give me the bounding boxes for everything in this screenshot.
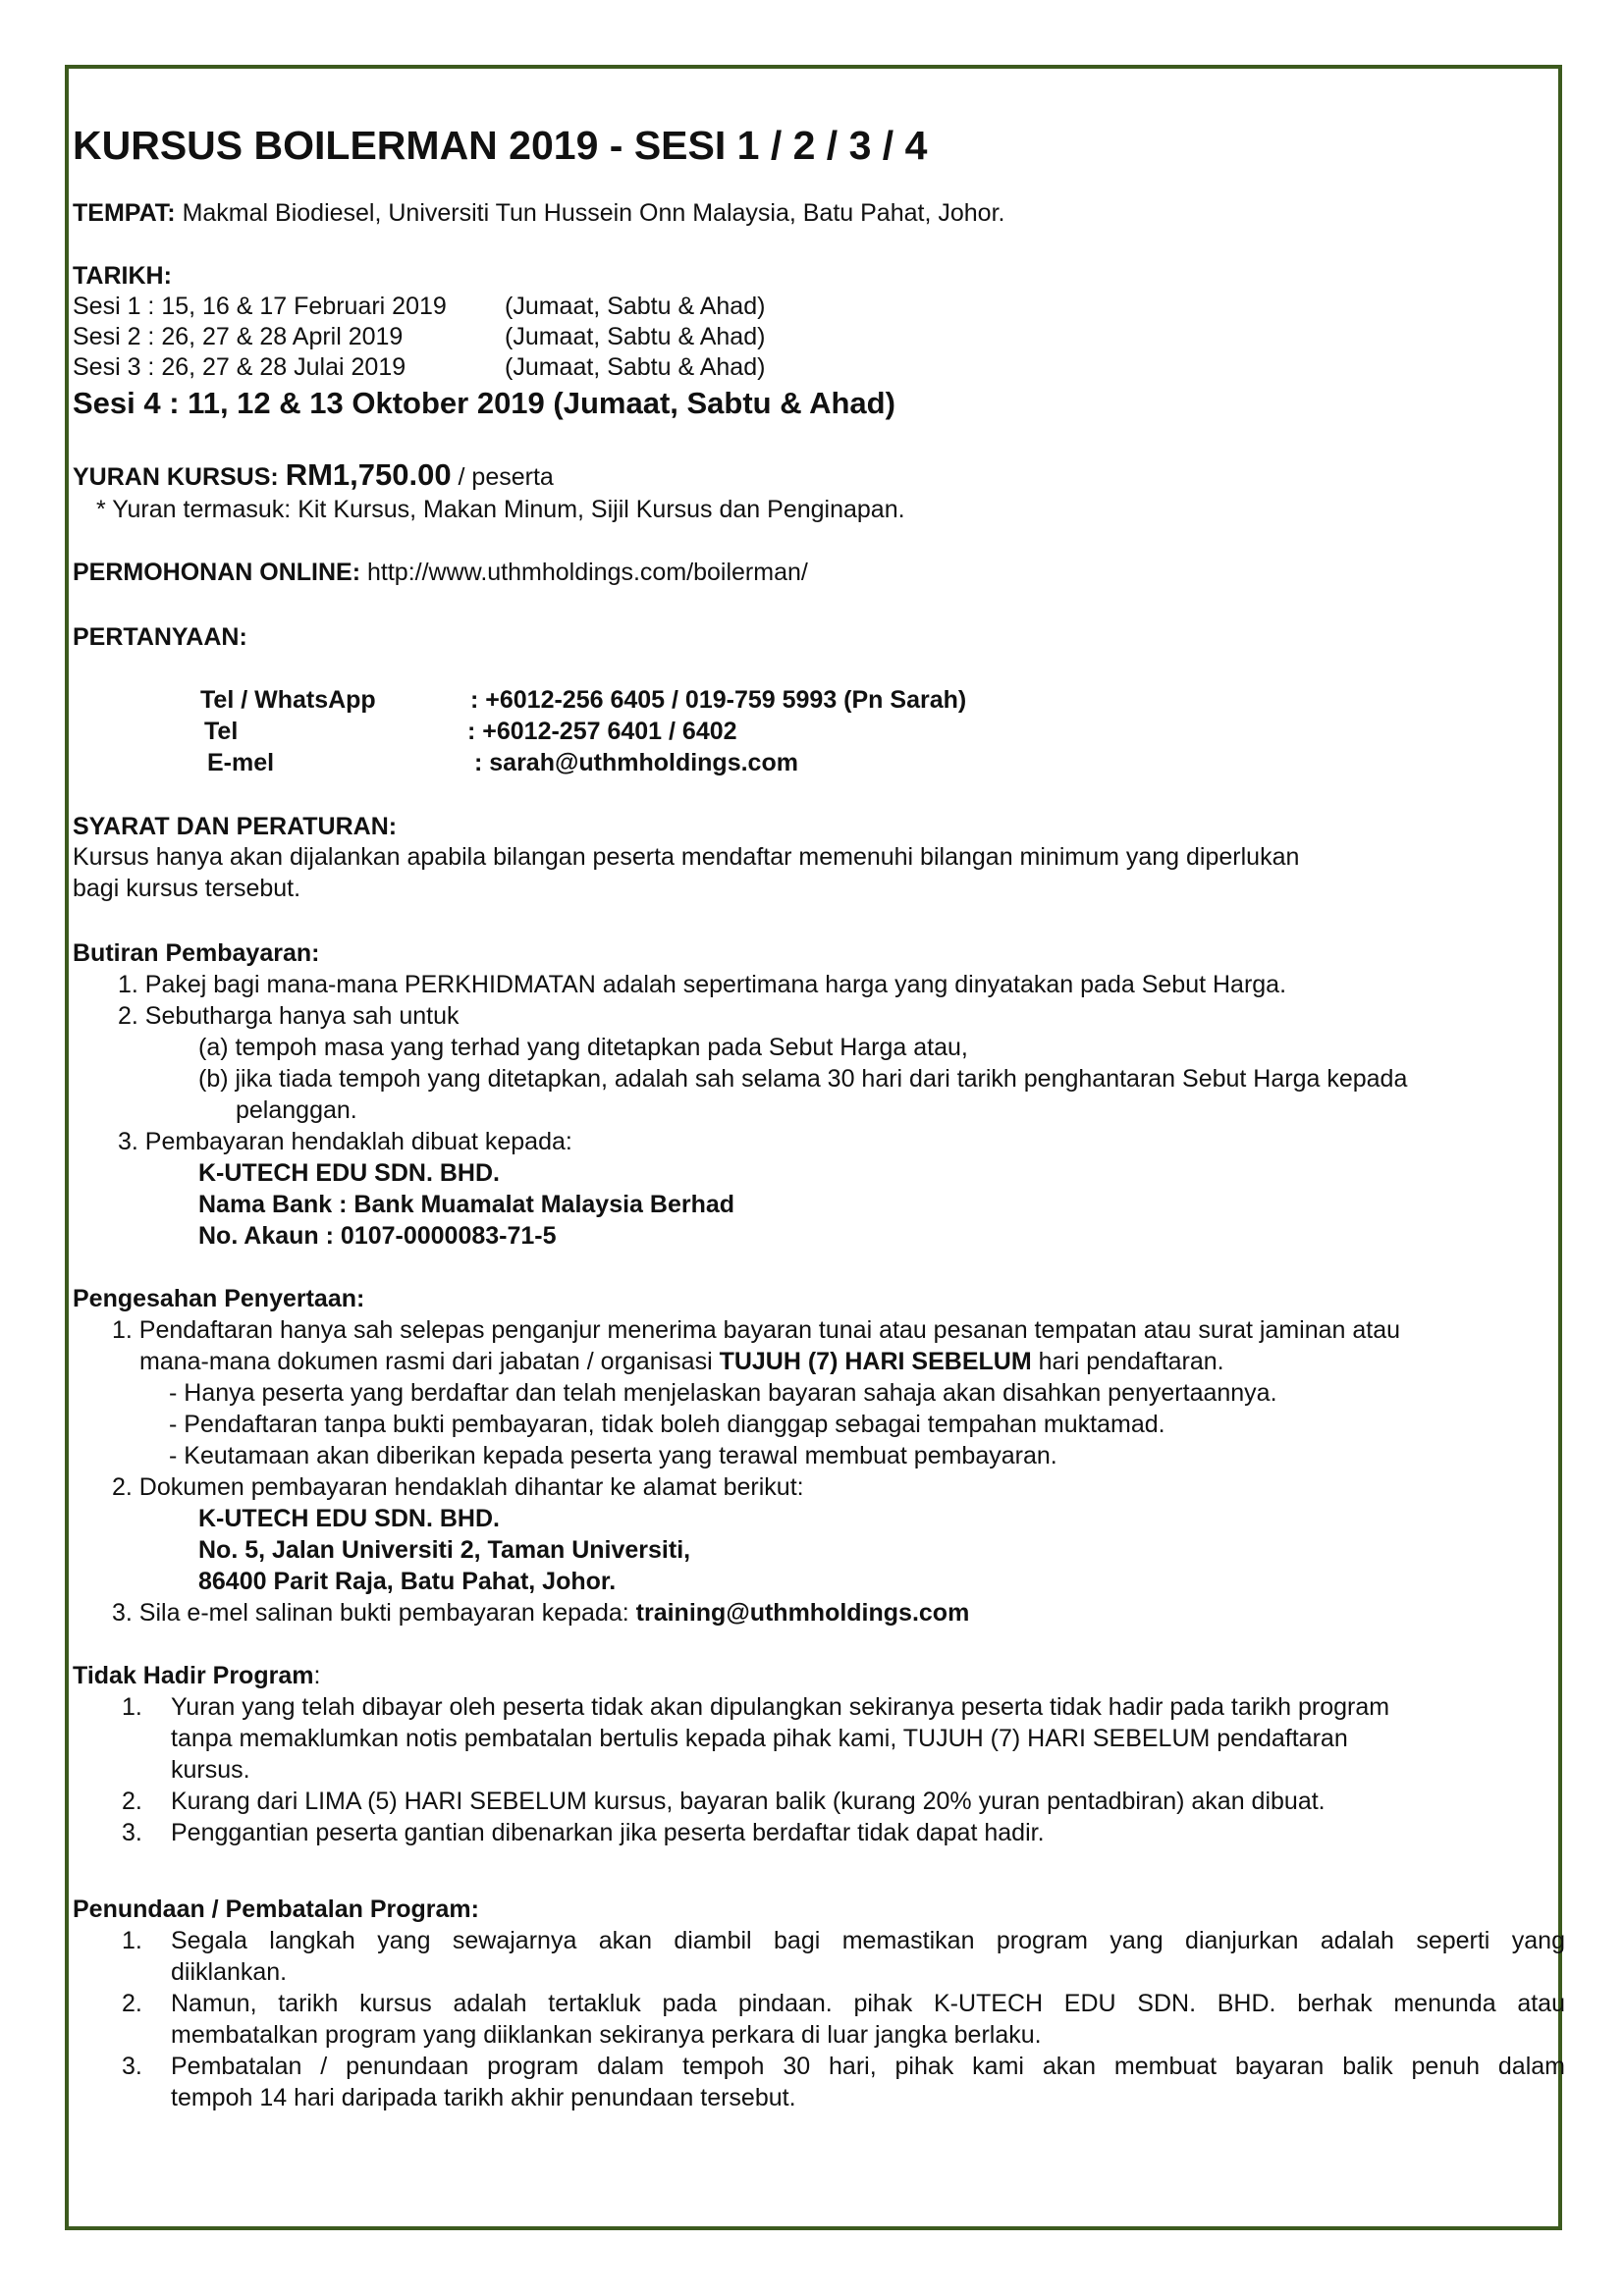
session-1 [73,292,447,322]
penundaan-item-1-line-2: diiklankan. [171,1958,288,1986]
page-title: KURSUS BOILERMAN 2019 - SESI 1 / 2 / 3 / 4 [73,123,928,168]
pengesahan-bullet-2: - Pendaftaran tanpa bukti pembayaran, tidak boleh dianggap sebagai tempahan muktamad. [169,1411,1165,1438]
session-2-days: (Jumaat, Sabtu & Ahad) [505,323,766,350]
pengesahan-item-2: 2. Dokumen pembayaran hendaklah dihantar ke alamat berikut: [112,1473,804,1501]
tel-whatsapp-value: : +6012-256 6405 / 019-759 5993 (Pn Sarah) [470,686,967,714]
tel-whatsapp-label: Tel / WhatsApp [200,686,376,714]
butiran-item-2b-cont: pelanggan. [236,1096,357,1124]
bank-name: Nama Bank : Bank Muamalat Malaysia Berhad [198,1191,735,1218]
pengesahan-bullet-1: - Hanya peserta yang berdaftar dan telah menjelaskan bayaran sahaja akan disahkan penyertaannya. [169,1379,1277,1407]
tidak-hadir-heading [73,1661,320,1691]
session-dates: Sesi 3 : 26, 27 & 28 Julai 2019 [73,353,406,381]
list-number: 1. [122,1927,142,1954]
butiran-label: Butiran Pembayaran: [73,939,320,967]
butiran-item-2a: (a) tempoh masa yang terhad yang ditetapkan pada Sebut Harga atau, [198,1034,968,1061]
session-4: Sesi 4 : 11, 12 & 13 Oktober 2019 (Jumaat, Sabtu & Ahad) [73,386,895,420]
email-value: : sarah@uthmholdings.com [474,749,798,776]
tidak-hadir-item-3: Penggantian peserta gantian dibenarkan jika peserta berdaftar tidak dapat hadir. [171,1819,1045,1846]
pengesahan-text: mana-mana dokumen rasmi dari jabatan / organisasi [139,1348,720,1375]
address-city: 86400 Parit Raja, Batu Pahat, Johor. [198,1568,617,1595]
session-3-days: (Jumaat, Sabtu & Ahad) [505,353,766,381]
penundaan-item-2-line-2: membatalkan program yang diiklankan sekiranya perkara di luar jangka berlaku. [171,2021,1042,2049]
online-label: PERMOHONAN ONLINE: [73,559,361,586]
online-line [73,558,808,588]
address-company: K-UTECH EDU SDN. BHD. [198,1505,500,1532]
tidak-hadir-item-1-line-1: Yuran yang telah dibayar oleh peserta tidak akan dipulangkan sekiranya peserta tidak hadir pada tarikh program [171,1693,1390,1721]
yuran-price: RM1,750.00 [285,457,452,492]
tidak-hadir-item-1-line-3: kursus. [171,1756,250,1784]
tempat-line [73,198,1004,229]
syarat-line-1: Kursus hanya akan dijalankan apabila bilangan peserta mendaftar memenuhi bilangan minimum yang diperlukan [73,843,1300,871]
penundaan-item-2-line-1: Namun, tarikh kursus adalah tertakluk pada pindaan. pihak K-UTECH EDU SDN. BHD. berhak menunda atau [171,1990,1565,2017]
pengesahan-text-end: hari pendaftaran. [1031,1348,1224,1375]
tel-value: : +6012-257 6401 / 6402 [467,718,737,745]
session-dates: Sesi 1 : 15, 16 & 17 Februari 2019 [73,293,447,320]
syarat-line-2: bagi kursus tersebut. [73,875,301,902]
butiran-item-3: 3. Pembayaran hendaklah dibuat kepada: [118,1128,572,1155]
list-number: 3. [122,1819,142,1846]
session-3 [73,352,406,383]
session-2 [73,322,403,352]
tempat-label: TEMPAT: [73,199,176,227]
yuran-note: * Yuran termasuk: Kit Kursus, Makan Minum, Sijil Kursus dan Penginapan. [96,496,905,523]
penundaan-item-3-line-2: tempoh 14 hari daripada tarikh akhir penundaan tersebut. [171,2084,796,2111]
butiran-item-1: 1. Pakej bagi mana-mana PERKHIDMATAN adalah sepertimana harga yang dinyatakan pada Sebut Harga. [118,971,1287,998]
tel-label: Tel [204,718,239,745]
yuran-line [73,459,554,493]
list-number: 2. [122,1788,142,1815]
pengesahan-item-3 [112,1598,969,1629]
pengesahan-label: Pengesahan Penyertaan: [73,1285,365,1312]
account-number: No. Akaun : 0107-0000083-71-5 [198,1222,557,1250]
penundaan-label: Penundaan / Pembatalan Program: [73,1896,479,1923]
penundaan-item-3-line-1: Pembatalan / penundaan program dalam tempoh 30 hari, pihak kami akan membuat bayaran balik penuh dalam [171,2053,1565,2080]
tidak-hadir-item-1-line-2: tanpa memaklumkan notis pembatalan bertulis kepada pihak kami, TUJUH (7) HARI SEBELUM pendaftaran [171,1725,1348,1752]
syarat-label: SYARAT DAN PERATURAN: [73,813,398,840]
payee-company: K-UTECH EDU SDN. BHD. [198,1159,500,1187]
session-1-days: (Jumaat, Sabtu & Ahad) [505,293,766,320]
pengesahan-item-1-line-1: 1. Pendaftaran hanya sah selepas penganjur menerima bayaran tunai atau pesanan tempatan atau surat jaminan atau [112,1316,1401,1344]
training-email[interactable]: training@uthmholdings.com [635,1599,970,1627]
butiran-item-2: 2. Sebutharga hanya sah untuk [118,1002,460,1030]
pertanyaan-label: PERTANYAAN: [73,623,247,651]
tujuh-hari-emphasis: TUJUH (7) HARI SEBELUM [719,1348,1032,1375]
tidak-hadir-label: Tidak Hadir Program [73,1662,314,1689]
online-url[interactable]: http://www.uthmholdings.com/boilerman/ [360,559,808,586]
butiran-item-2b: (b) jika tiada tempoh yang ditetapkan, adalah sah selama 30 hari dari tarikh penghantaran Sebut Harga kepada [198,1065,1408,1093]
tidak-hadir-item-2: Kurang dari LIMA (5) HARI SEBELUM kursus, bayaran balik (kurang 20% yuran pentadbiran) akan dibuat. [171,1788,1326,1815]
tidak-hadir-colon: : [313,1662,321,1689]
email-instruction: 3. Sila e-mel salinan bukti pembayaran kepada: [112,1599,636,1627]
list-number: 2. [122,1990,142,2017]
address-street: No. 5, Jalan Universiti 2, Taman Universiti, [198,1536,691,1564]
email-label: E-mel [207,749,275,776]
pengesahan-item-1-line-2 [139,1347,1224,1377]
pengesahan-bullet-3: - Keutamaan akan diberikan kepada peserta yang terawal membuat pembayaran. [169,1442,1057,1469]
tarikh-label: TARIKH: [73,262,172,290]
yuran-per: / peserta [451,463,554,491]
list-number: 1. [122,1693,142,1721]
penundaan-item-1-line-1: Segala langkah yang sewajarnya akan diambil bagi memastikan program yang dianjurkan adalah seperti yang [171,1927,1565,1954]
tempat-value: Makmal Biodiesel, Universiti Tun Hussein Onn Malaysia, Batu Pahat, Johor. [175,199,1005,227]
list-number: 3. [122,2053,142,2080]
yuran-label: YURAN KURSUS: [73,463,286,491]
session-dates: Sesi 2 : 26, 27 & 28 April 2019 [73,323,404,350]
